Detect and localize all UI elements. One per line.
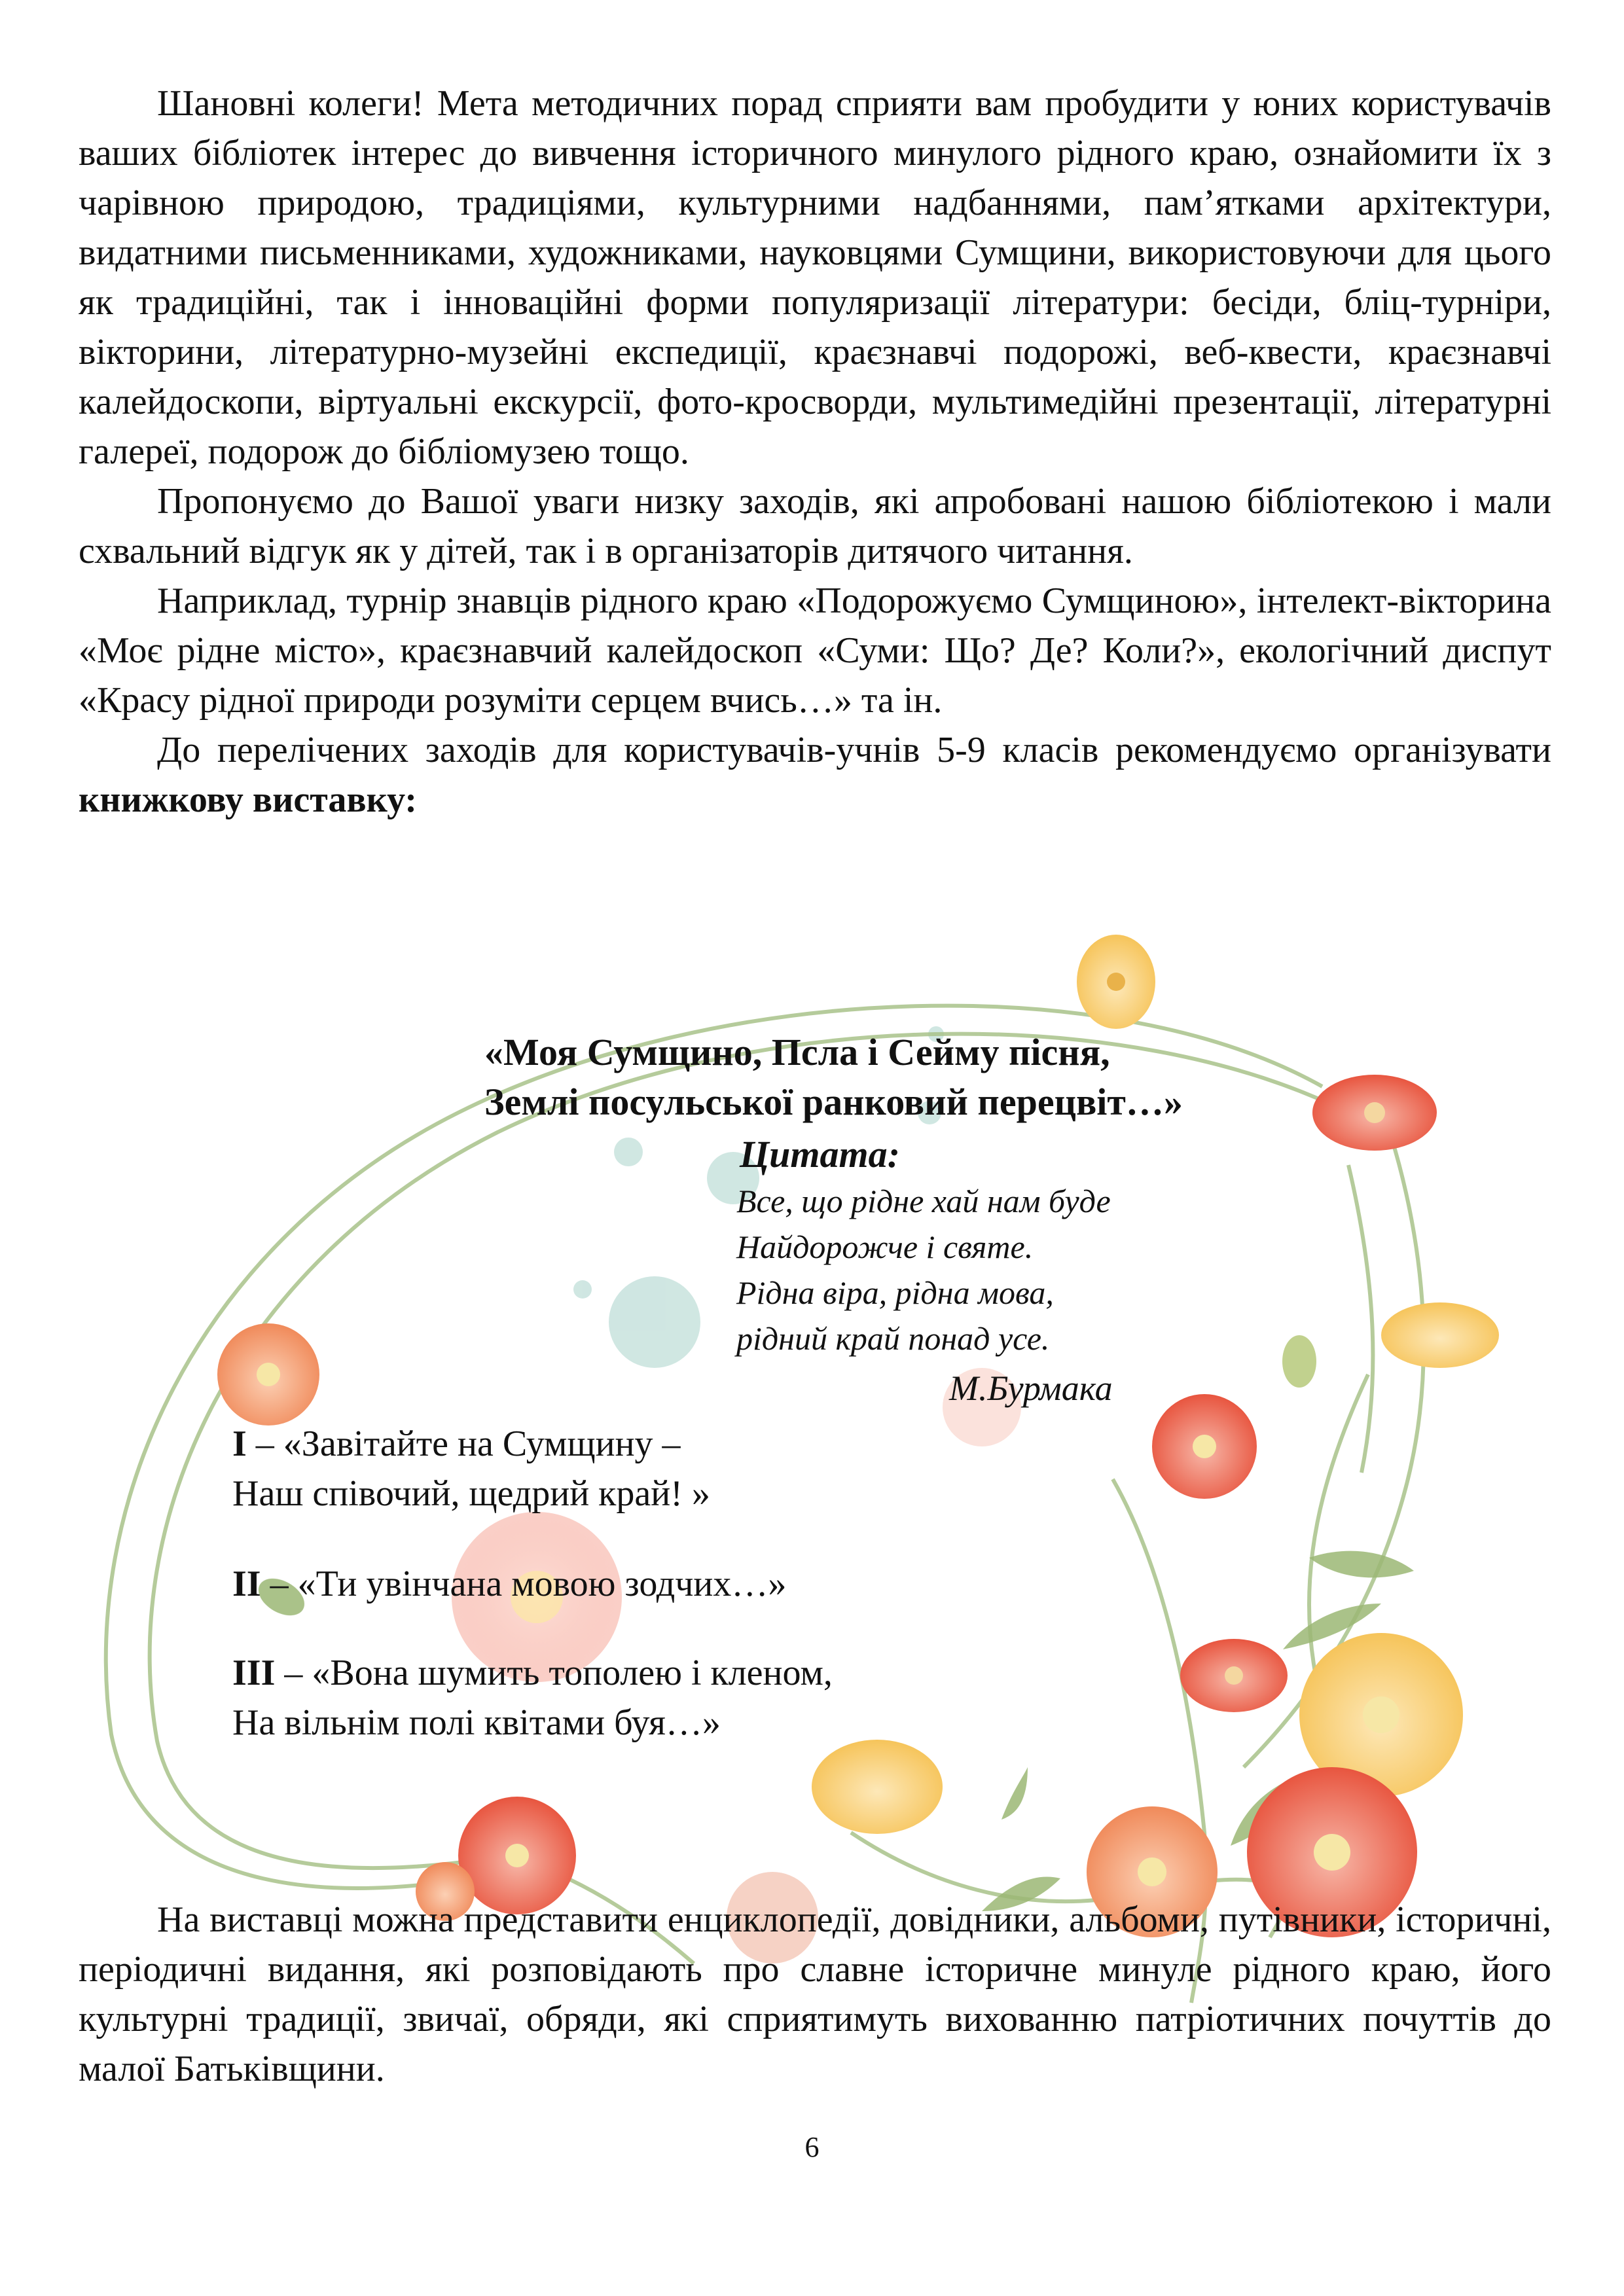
section-3-number: ІІІ [232,1653,276,1693]
exhibition-intro-bold: книжкову виставку: [79,780,418,820]
section-1 [232,1419,710,1518]
section-2-number: ІІ [232,1564,261,1604]
quote-line-2: Найдорожче і святе. [736,1229,1034,1265]
section-1-line-2: Наш співочий, щедрий край! » [232,1473,710,1514]
quote-heading: Цитата: [740,1133,900,1175]
section-2 [232,1559,786,1609]
quote-line-3: Рідна віра, рідна мова, [736,1274,1054,1311]
quote-author: М.Бурмака [949,1369,1113,1408]
section-2-line-1: – «Ти увінчана мовою зодчих…» [261,1564,787,1604]
quote-line-1: Все, що рідне хай нам буде [736,1183,1111,1219]
section-3-line-1: – «Вона шумить тополею і кленом, [275,1653,833,1693]
quote-text [736,1178,1111,1361]
intro-text-block [79,79,1551,825]
exhibition-title-line-2: Землі посульської ранковий перецвіт…» [484,1081,1183,1123]
paragraph-intro: Шановні колеги! Мета методичних порад сприяти вам пробудити у юних користувачів ваших бібліотек інтерес до вивчення історичного минулого рідного краю, ознайомити їх з чарівною природою, традиціями, культурними надбаннями, пам’ятками архітектури, видатними письменниками, художниками, науковцями Сумщини, використовуючи для цього як традиційні, так і інноваційні форми популяризації літератури: бесіди, бліц-турніри, вікторини, літературно-музейні експедиції, краєзнавчі подорожі, веб-квести, краєзнавчі калейдоскопи, віртуальні екскурсії, фото-кросворди, мультимедійні презентації, літературні галереї, подорож до бібліомузею тощо. [79,83,1551,472]
section-3-line-2: На вільнім полі квітами буя…» [232,1702,721,1743]
paragraph-closing: На виставці можна представити енциклопедії, довідники, альбоми, путівники, історичні, періодичні видання, які розповідають про славне історичне минуле рідного краю, його культурні традиції, звичаї, обряди, які сприятимуть вихованню патріотичних почуттів до малої Батьківщини. [79,1899,1551,2089]
exhibition-title-line-1: «Моя Сумщино, Псла і Сейму пісня, [484,1031,1110,1073]
exhibition-intro-text: До перелічених заходів для користувачів-учнів 5-9 класів рекомендуємо організувати [157,730,1551,770]
paragraph-proposal: Пропонуємо до Вашої уваги низку заходів, які апробовані нашою бібліотекою і мали схвальний відгук як у дітей, так і в організаторів дитячого читання. [79,481,1551,571]
section-3 [232,1648,833,1748]
exhibition-title [484,1028,1183,1127]
paragraph-examples: Наприклад, турнір знавців рідного краю «Подорожуємо Сумщиною», інтелект-вікторина «Моє рідне місто», краєзнавчий калейдоскоп «Суми: Що? Де? Коли?», екологічний диспут «Красу рідної природи розуміти серцем вчись…» та ін. [79,581,1551,721]
section-1-line-1: – «Завітайте на Сумщину – [246,1424,681,1464]
section-1-number: І [232,1424,247,1464]
page-number: 6 [804,2131,820,2163]
closing-text-block [79,1895,1551,2094]
quote-line-4: рідний край понад усе. [736,1320,1050,1357]
paragraph-exhibition-intro [79,725,1551,825]
